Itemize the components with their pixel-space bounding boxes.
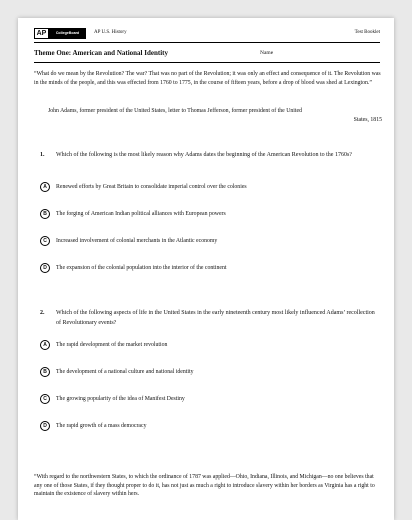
stimulus-2-quote: “With regard to the northwestern States, to which the ordinance of 1787 was applied—Ohio, Indiana, Illinois, and Michigan—no one believes that any one of those States, if they thought proper to do it, has not just as much a right to introduce slavery within her borders as Virginia has a right to maintain the existence of slavery within hers. — [34, 474, 375, 497]
question-1 — [40, 151, 380, 161]
q1-option-a[interactable] — [40, 182, 380, 192]
course-title: AP U.S. History — [94, 30, 127, 35]
option-text: The development of a national culture and national identity — [56, 369, 194, 375]
stimulus-attribution — [48, 107, 382, 124]
header-divider — [34, 42, 380, 43]
stimulus-quote: “What do we mean by the Revolution? The war? That was no part of the Revolution; it was only an effect and consequence of it. The Revolution was in the minds of the people, and this was effected from 1760 to 1775, in the course of fifteen years, before a drop of blood was shed at Lexington.” — [34, 71, 381, 86]
option-text: The rapid growth of a mass democracy — [56, 423, 147, 429]
page-header — [34, 28, 380, 40]
option-bubble[interactable]: C — [40, 394, 50, 404]
option-text: Renewed efforts by Great Britain to consolidate imperial control over the colonies — [56, 184, 247, 190]
option-text: The expansion of the colonial population into the interior of the continent — [56, 265, 227, 271]
theme-title: Theme One: American and National Identity — [34, 49, 168, 57]
question-number: 2. — [40, 310, 45, 316]
test-page — [18, 18, 394, 520]
option-text: The growing popularity of the idea of Manifest Destiny — [56, 396, 185, 402]
attribution-line-2: States, 1815 — [353, 116, 382, 123]
option-text: Increased involvement of colonial merchants in the Atlantic economy — [56, 238, 218, 244]
collegeboard-logo: CollegeBoard — [49, 28, 86, 39]
name-label: Name — [260, 50, 274, 56]
attribution-line-1: John Adams, former president of the United States, letter to Thomas Jefferson, former president of the United — [48, 108, 302, 114]
option-bubble[interactable]: A — [40, 182, 50, 192]
question-number: 1. — [40, 152, 45, 158]
booklet-label: Test Booklet — [354, 30, 380, 35]
question-stem: Which of the following aspects of life in the United States in the early nineteenth century most likely influenced Adams’ recollection of Revolutionary events? — [56, 310, 375, 326]
option-text: The forging of American Indian political alliances with European powers — [56, 211, 226, 217]
option-bubble[interactable]: B — [40, 209, 50, 219]
option-bubble[interactable]: D — [40, 263, 50, 273]
question-stem: Which of the following is the most likely reason why Adams dates the beginning of the American Revolution to the 1760s? — [56, 152, 352, 158]
option-bubble[interactable]: C — [40, 236, 50, 246]
q1-option-b[interactable] — [40, 209, 380, 219]
option-text: The rapid development of the market revolution — [56, 342, 168, 348]
q2-option-c[interactable] — [40, 394, 380, 404]
q1-option-d[interactable] — [40, 263, 380, 273]
ap-logo: AP — [34, 28, 49, 39]
theme-divider — [34, 62, 380, 63]
question-2 — [40, 309, 380, 328]
q2-option-d[interactable] — [40, 421, 380, 431]
option-bubble[interactable]: A — [40, 340, 50, 350]
option-bubble[interactable]: D — [40, 421, 50, 431]
q1-option-c[interactable] — [40, 236, 380, 246]
q2-option-a[interactable] — [40, 340, 380, 350]
q2-option-b[interactable] — [40, 367, 380, 377]
option-bubble[interactable]: B — [40, 367, 50, 377]
